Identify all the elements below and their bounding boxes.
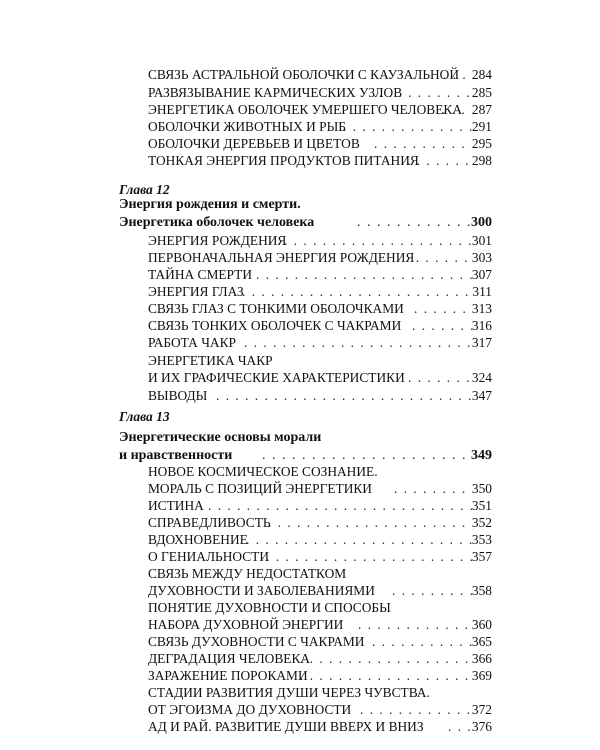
toc-entry — [0, 599, 600, 616]
toc-entry — [0, 369, 600, 386]
toc-entry-title: ДЕГРАДАЦИЯ ЧЕЛОВЕКА — [148, 651, 311, 666]
chapter-13-title — [0, 429, 600, 446]
toc-entry-title: ТАЙНА СМЕРТИ — [148, 267, 253, 282]
toc-entry-title: ПОНЯТИЕ ДУХОВНОСТИ И СПОСОБЫ — [148, 600, 391, 615]
dot-leader — [244, 334, 472, 351]
toc-entry-page: 313 — [471, 301, 492, 316]
dot-leader — [216, 387, 472, 404]
toc-entry-title: СВЯЗЬ МЕЖДУ НЕДОСТАТКОМ — [148, 566, 347, 581]
toc-entry-title: ОБОЛОЧКИ ДЕРЕВЬЕВ И ЦВЕТОВ — [148, 136, 360, 151]
chapter-13-page: 349 — [471, 448, 492, 463]
toc-entry — [0, 650, 600, 667]
toc-entry-page: 360 — [471, 617, 492, 632]
toc-entry-page: 376 — [471, 719, 492, 734]
chapter-12-title-line1: Энергия рождения и смерти. — [119, 197, 301, 212]
dot-leader — [394, 480, 472, 497]
toc-entry-page: 366 — [471, 651, 492, 666]
toc-entry — [0, 249, 600, 266]
toc-entry-title: ИСТИНА — [148, 498, 204, 513]
toc-entry-title: ОБОЛОЧКИ ЖИВОТНЫХ И РЫБ — [148, 119, 346, 134]
dot-leader — [242, 283, 472, 300]
toc-entry-page: 350 — [471, 481, 492, 496]
toc-entry-page: 284 — [471, 67, 492, 82]
toc-entry-page: 316 — [471, 318, 492, 333]
dot-leader — [284, 232, 472, 249]
toc-entry-title: ВДОХНОВЕНИЕ — [148, 532, 248, 547]
dot-leader — [448, 718, 472, 735]
dot-leader — [414, 300, 472, 317]
toc-entry — [0, 66, 600, 83]
toc-entry-title: СТАДИИ РАЗВИТИЯ ДУШИ ЧЕРЕЗ ЧУВСТВА. — [148, 685, 430, 700]
toc-entry-title: СВЯЗЬ ДУХОВНОСТИ С ЧАКРАМИ — [148, 634, 365, 649]
dot-leader — [374, 135, 472, 152]
chapter-12-title — [0, 214, 600, 231]
toc-entry — [0, 118, 600, 135]
dot-leader — [443, 66, 472, 83]
toc-entry-title: ВЫВОДЫ — [148, 388, 208, 403]
dot-leader — [268, 514, 472, 531]
toc-entry-page: 291 — [471, 119, 492, 134]
toc-entry-title: ЗАРАЖЕНИЕ ПОРОКАМИ — [148, 668, 308, 683]
dot-leader — [442, 101, 472, 118]
toc-entry-page: 324 — [471, 370, 492, 385]
toc-entry — [0, 152, 600, 169]
dot-leader — [256, 266, 472, 283]
chapter-12-title — [0, 196, 600, 213]
toc-entry-title: НОВОЕ КОСМИЧЕСКОЕ СОЗНАНИЕ. — [148, 464, 378, 479]
dot-leader — [300, 667, 472, 684]
toc-entry-page: 295 — [471, 136, 492, 151]
chapter-12-label: Глава 12 — [119, 182, 170, 197]
toc-entry-page: 347 — [471, 388, 492, 403]
toc-entry — [0, 387, 600, 404]
toc-entry — [0, 463, 600, 480]
toc-entry-page: 317 — [471, 335, 492, 350]
toc-entry — [0, 317, 600, 334]
dot-leader — [300, 650, 472, 667]
toc-entry — [0, 514, 600, 531]
toc-entry-page: 298 — [471, 153, 492, 168]
toc-entry-title: И ИХ ГРАФИЧЕСКИЕ ХАРАКТЕРИСТИКИ — [148, 370, 405, 385]
toc-entry-title: ОТ ЭГОИЗМА ДО ДУХОВНОСТИ — [148, 702, 352, 717]
dot-leader — [412, 317, 472, 334]
toc-entry-title: ТОНКАЯ ЭНЕРГИЯ ПРОДУКТОВ ПИТАНИЯ — [148, 153, 419, 168]
toc-entry-title: РАЗВЯЗЫВАНИЕ КАРМИЧЕСКИХ УЗЛОВ — [148, 85, 403, 100]
toc-entry-title: МОРАЛЬ С ПОЗИЦИЙ ЭНЕРГЕТИКИ — [148, 481, 372, 496]
dot-leader — [407, 152, 472, 169]
toc-entry-title: СВЯЗЬ ГЛАЗ С ТОНКИМИ ОБОЛОЧКАМИ — [148, 301, 404, 316]
toc-entry-page: 352 — [471, 515, 492, 530]
chapter-13-title-line1: Энергетические основы морали — [119, 430, 322, 445]
toc-entry — [0, 684, 600, 701]
toc-entry-title: СВЯЗЬ ТОНКИХ ОБОЛОЧЕК С ЧАКРАМИ — [148, 318, 402, 333]
toc-entry-page: 358 — [471, 583, 492, 598]
toc-entry-page: 303 — [471, 250, 492, 265]
toc-entry — [0, 548, 600, 565]
toc-entry — [0, 232, 600, 249]
toc-entry — [0, 480, 600, 497]
toc-entry-title: СВЯЗЬ АСТРАЛЬНОЙ ОБОЛОЧКИ С КАУЗАЛЬНОЙ — [148, 67, 460, 82]
toc-entry-title: ЭНЕРГИЯ РОЖДЕНИЯ — [148, 233, 287, 248]
chapter-13-label: Глава 13 — [119, 409, 170, 424]
dot-leader — [266, 548, 472, 565]
dot-leader — [408, 369, 472, 386]
toc-entry-title: АД И РАЙ. РАЗВИТИЕ ДУШИ ВВЕРХ И ВНИЗ — [148, 719, 424, 734]
dot-leader — [372, 633, 472, 650]
toc-entry-page: 353 — [471, 532, 492, 547]
toc-entry-page: 301 — [471, 233, 492, 248]
toc-entry — [0, 667, 600, 684]
dot-leader — [357, 214, 472, 231]
toc-entry — [0, 283, 600, 300]
toc-entry — [0, 266, 600, 283]
dot-leader — [262, 447, 472, 464]
toc-entry-title: ЭНЕРГЕТИКА ЧАКР — [148, 353, 273, 368]
toc-entry — [0, 718, 600, 735]
toc-entry — [0, 633, 600, 650]
toc-entry-page: 285 — [471, 85, 492, 100]
toc-entry — [0, 565, 600, 582]
chapter-13-title-line2: и нравственности — [119, 448, 233, 463]
toc-entry-title: РАБОТА ЧАКР — [148, 335, 236, 350]
toc-entry-title: ЭНЕРГЕТИКА ОБОЛОЧЕК УМЕРШЕГО ЧЕЛОВЕКА — [148, 102, 463, 117]
toc-entry — [0, 616, 600, 633]
toc-entry-title: ДУХОВНОСТИ И ЗАБОЛЕВАНИЯМИ — [148, 583, 375, 598]
toc-entry — [0, 334, 600, 351]
toc-entry — [0, 701, 600, 718]
toc-entry-title: ЭНЕРГИЯ ГЛАЗ — [148, 284, 244, 299]
toc-entry-page: 369 — [471, 668, 492, 683]
toc-entry-page: 311 — [472, 284, 492, 299]
dot-leader — [246, 531, 472, 548]
toc-entry — [0, 300, 600, 317]
toc-entry — [0, 84, 600, 101]
toc-entry — [0, 352, 600, 369]
dot-leader — [343, 118, 472, 135]
dot-leader — [358, 616, 472, 633]
dot-leader — [360, 701, 472, 718]
chapter-12-page: 300 — [471, 215, 492, 230]
toc-entry-title: О ГЕНИАЛЬНОСТИ — [148, 549, 270, 564]
toc-entry — [0, 101, 600, 118]
toc-entry — [0, 531, 600, 548]
toc-entry-page: 351 — [471, 498, 492, 513]
toc-entry-title: ПЕРВОНАЧАЛЬНАЯ ЭНЕРГИЯ РОЖДЕНИЯ — [148, 250, 415, 265]
chapter-12-title-line2: Энергетика оболочек человека — [119, 215, 315, 230]
dot-leader — [208, 497, 472, 514]
toc-entry-title: НАБОРА ДУХОВНОЙ ЭНЕРГИИ — [148, 617, 344, 632]
toc-entry — [0, 497, 600, 514]
toc-entry-page: 287 — [471, 102, 492, 117]
toc-entry-page: 357 — [471, 549, 492, 564]
toc-entry — [0, 135, 600, 152]
toc-entry-page: 365 — [471, 634, 492, 649]
dot-leader — [379, 84, 472, 101]
toc-entry-page: 307 — [471, 267, 492, 282]
dot-leader — [406, 249, 472, 266]
dot-leader — [392, 582, 472, 599]
toc-entry-page: 372 — [471, 702, 492, 717]
chapter-13-title — [0, 447, 600, 464]
toc-entry-title: СПРАВЕДЛИВОСТЬ — [148, 515, 271, 530]
toc-entry — [0, 582, 600, 599]
